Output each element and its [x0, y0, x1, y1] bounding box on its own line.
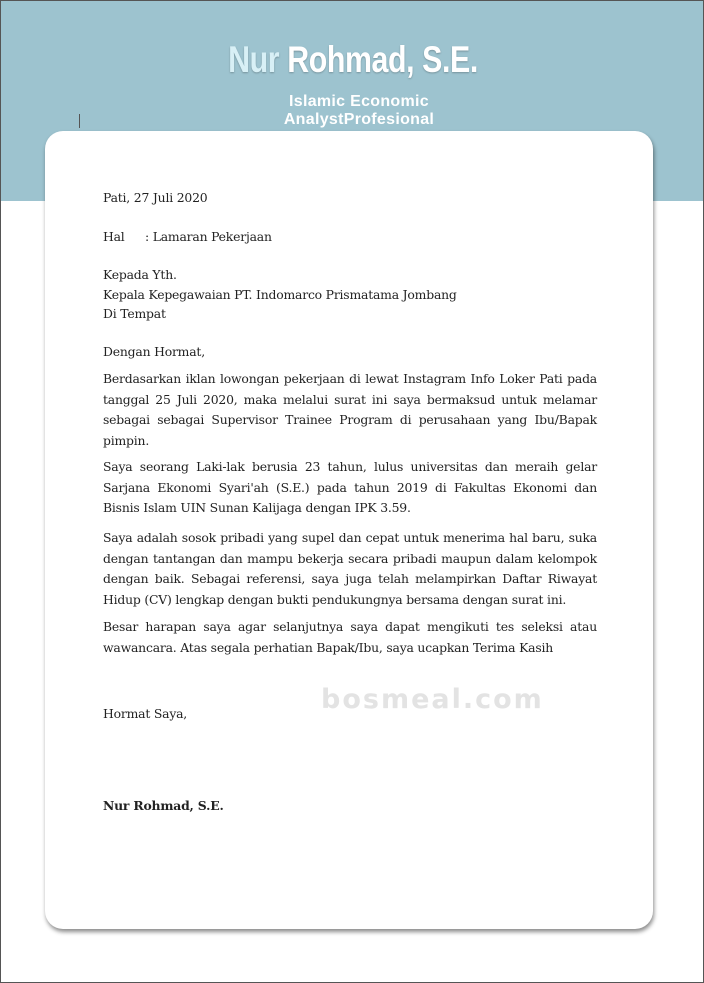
watermark: bosmeal.com	[321, 684, 544, 715]
margin-tick	[79, 114, 80, 128]
body-paragraph: Saya seorang Laki-lak berusia 23 tahun, lulus universitas dan meraih gelar Sarjana Ekonomi Syari'ah (S.E.) pada tahun 2019 di Fakultas Ekonomi dan Bisnis Islam UIN Sunan Kalijaga dengan IPK 3.59.	[103, 459, 597, 515]
greeting: Dengan Hormat,	[103, 344, 205, 359]
recipient-line: Kepada Yth.	[103, 267, 177, 282]
header-subtitle-line1: Islamic Economic	[289, 93, 429, 110]
header-name-rest: Rohmad, S.E.	[279, 39, 478, 80]
recipient-line: Di Tempat	[103, 306, 166, 321]
header-name-first: Nur	[228, 39, 280, 80]
body-paragraph: Berdasarkan iklan lowongan pekerjaan di lewat Instagram Info Loker Pati pada tanggal 25 Juli 2020, maka melalui surat ini saya bermaksud untuk melamar sebagai sebagai Supervisor Trainee Program di perusahaan yang Ibu/Bapak pimpin.	[103, 371, 597, 448]
body-paragraph: Saya adalah sosok pribadi yang supel dan cepat untuk menerima hal baru, suka dengan tantangan dan mampu bekerja secara pribadi maupun dalam kelompok dengan baik. Sebagai referensi, saya juga telah melampirkan Daftar Riwayat Hidup (CV) lengkap dengan bukti pendukungnya bersama dengan surat ini.	[103, 530, 597, 607]
subject-line	[103, 229, 272, 245]
header-subtitle-line2: AnalystProfesional	[283, 111, 435, 128]
subject-value: : Lamaran Pekerjaan	[145, 229, 272, 244]
place-date: Pati, 27 Juli 2020	[103, 190, 208, 205]
signature: Nur Rohmad, S.E.	[103, 798, 224, 813]
body-paragraph: Besar harapan saya agar selanjutnya saya dapat mengikuti tes seleksi atau wawancara. Atas segala perhatian Bapak/Ibu, saya ucapkan Terima Kasih	[103, 619, 597, 655]
recipient-line: Kepala Kepegawaian PT. Indomarco Prismatama Jombang	[103, 287, 457, 302]
header-name	[64, 39, 641, 81]
subject-label: Hal	[103, 229, 125, 244]
closing: Hormat Saya,	[103, 706, 188, 721]
